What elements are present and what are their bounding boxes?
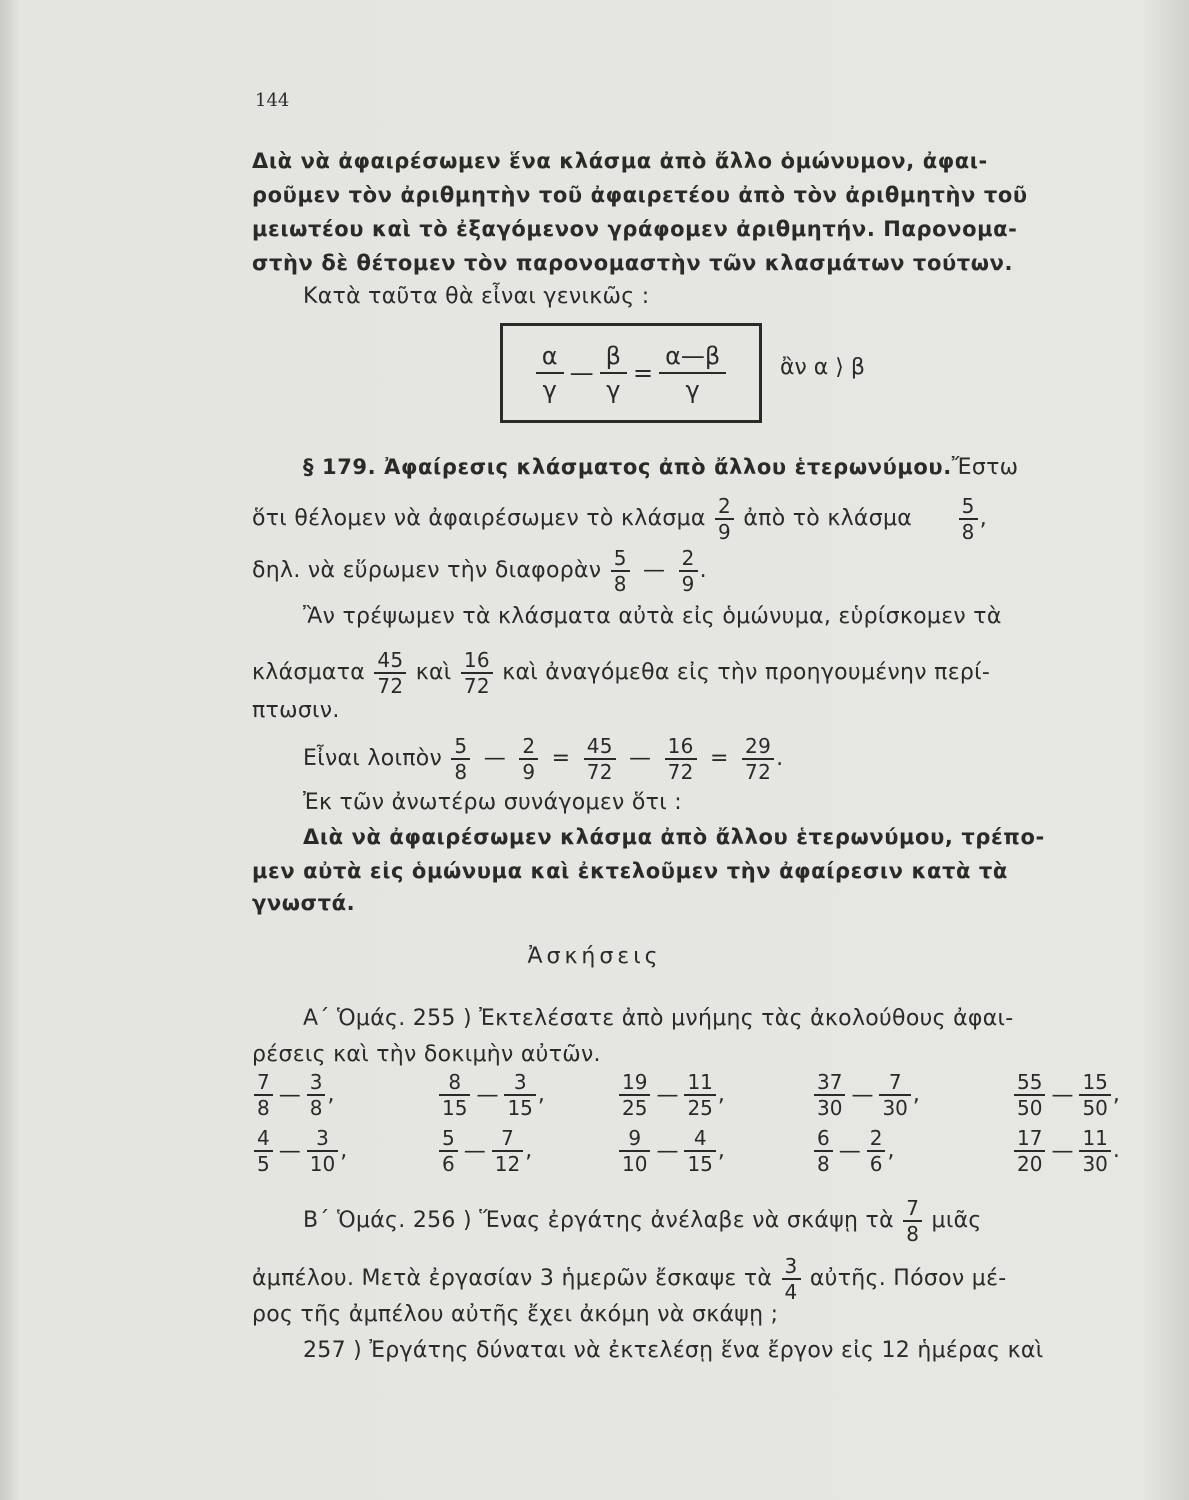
rule1-line2: ροῦμεν τὸν ἀριθμητὴν τοῦ ἀφαιρετέου ἀπὸ τὸν ἀριθμητὴν τοῦ [252, 183, 1028, 207]
rule2-line2: μεν αὐτὰ εἰς ὁμώνυμα καὶ ἐκτελοῦμεν τὴν ἀφαίρεσιν κατὰ τὰ [252, 859, 1008, 883]
exercise-item: $\frac{4}{5}$ — $\frac{3}{10}$ , [252, 1126, 347, 1176]
exercise-item: $\frac{9}{10}$ — $\frac{4}{15}$ , [617, 1126, 725, 1176]
groupA-line1: Α΄ Ὁμάς. 255 ) Ἐκτελέσατε ἀπὸ μνήμης τὰς ἀκολούθους ἀφαι- [303, 1006, 1014, 1031]
exercise-item: $\frac{19}{25}$ — $\frac{11}{25}$ , [617, 1070, 725, 1120]
exercise-item: $\frac{6}{8}$ — $\frac{2}{6}$ , [812, 1126, 894, 1176]
exercise-item: $\frac{37}{30}$ — $\frac{7}{30}$ , [812, 1070, 920, 1120]
section-line5: κλάσματα $\frac{45}{72}$ καὶ $\frac{16}{72}$ καὶ ἀναγόμεθα εἰς τὴν προηγουμένην περί- [252, 648, 991, 698]
rule1-line1: Διὰ νὰ ἀφαιρέσωμεν ἕνα κλάσμα ἀπὸ ἄλλο ὁμώνυμον, ἀφαι- [252, 149, 988, 173]
rule2-line1: Διὰ νὰ ἀφαιρέσωμεν κλάσμα ἀπὸ ἄλλου ἑτερωνύμου, τρέπο- [303, 825, 1045, 849]
section-heading-line [303, 452, 1018, 483]
formula-box [500, 323, 762, 423]
section-line6: πτωσιν. [252, 698, 340, 723]
groupB-line4: 257 ) Ἐργάτης δύναται νὰ ἐκτελέσῃ ἕνα ἔργον εἰς 12 ἡμέρας καὶ [303, 1338, 1044, 1363]
fraction-a-over-g: $\frac{\alpha}{\gamma}$ [536, 340, 564, 406]
page-number: 144 [255, 90, 290, 111]
minus-sign: — [569, 359, 594, 387]
groupA-line2: ρέσεις καὶ τὴν δοκιμὴν αὐτῶν. [252, 1042, 601, 1067]
exercise-item: $\frac{5}{6}$ — $\frac{7}{12}$ , [437, 1126, 532, 1176]
rule1-line3: μειωτέου καὶ τὸ ἐξαγόμενον γράφομεν ἀριθμητήν. Παρονομα- [252, 217, 1018, 241]
groupB-line2: ἀμπέλου. Μετὰ ἐργασίαν 3 ἡμερῶν ἔσκαψε τὰ $\frac{3}{4}$ αὐτῆς. Πόσον μέ- [252, 1254, 1007, 1304]
groupB-line1: Β΄ Ὁμάς. 256 ) Ἕνας ἐργάτης ἀνέλαβε νὰ σκάψῃ τὰ $\frac{7}{8}$ μιᾶς [303, 1196, 982, 1246]
section-line4: Ἂν τρέψωμεν τὰ κλάσματα αὐτὰ εἰς ὁμώνυμα, εὑρίσκομεν τὰ [303, 604, 1002, 629]
fraction-a-minus-b-over-g: $\frac{\alpha—\beta}{\gamma}$ [659, 340, 726, 406]
groupB-line3: ρος τῆς ἀμπέλου αὐτῆς ἔχει ἀκόμη νὰ σκάψῃ ; [252, 1302, 779, 1327]
exercise-item: $\frac{8}{15}$ — $\frac{3}{15}$ , [437, 1070, 545, 1120]
general-intro: Κατὰ ταῦτα θὰ εἶναι γενικῶς : [303, 284, 650, 309]
exercise-item: $\frac{55}{50}$ — $\frac{15}{50}$ , [1012, 1070, 1120, 1120]
section-equation: Εἶναι λοιπὸν $\frac{5}{8}$ — $\frac{2}{9}$ = $\frac{45}{72}$ — $\frac{16}{72}$ = $\frac{29}{72}$ . [303, 734, 784, 784]
exercise-item: $\frac{7}{8}$ — $\frac{3}{8}$ , [252, 1070, 334, 1120]
exercises-title: Ἀσκήσεις [527, 944, 662, 969]
section-lead: Ἔστω [951, 455, 1019, 480]
section-line3: δηλ. νὰ εὕρωμεν τὴν διαφορὰν $\frac{5}{8}$ — $\frac{2}{9}$ . [252, 546, 707, 596]
rule1-line4: στὴν δὲ θέτομεν τὸν παρονομαστὴν τῶν κλασμάτων τούτων. [252, 251, 1014, 275]
section-line2: ὅτι θέλομεν νὰ ἀφαιρέσωμεν τὸ κλάσμα $\frac{2}{9}$ ἀπὸ τὸ κλάσμα $\frac{5}{8}$ , [252, 494, 987, 544]
section-line8: Ἐκ τῶν ἀνωτέρω συνάγομεν ὅτι : [303, 790, 682, 815]
fraction-b-over-g: $\frac{\beta}{\gamma}$ [600, 340, 627, 406]
equals-sign: = [632, 359, 654, 387]
exercise-item: $\frac{17}{20}$ — $\frac{11}{30}$ . [1012, 1126, 1120, 1176]
rule2-line3: γνωστά. [252, 891, 356, 915]
formula-condition: ἂν α ⟩ β [780, 355, 865, 380]
section-heading: § 179. Ἀφαίρεσις κλάσματος ἀπὸ ἄλλου ἑτερωνύμου. [303, 455, 952, 479]
